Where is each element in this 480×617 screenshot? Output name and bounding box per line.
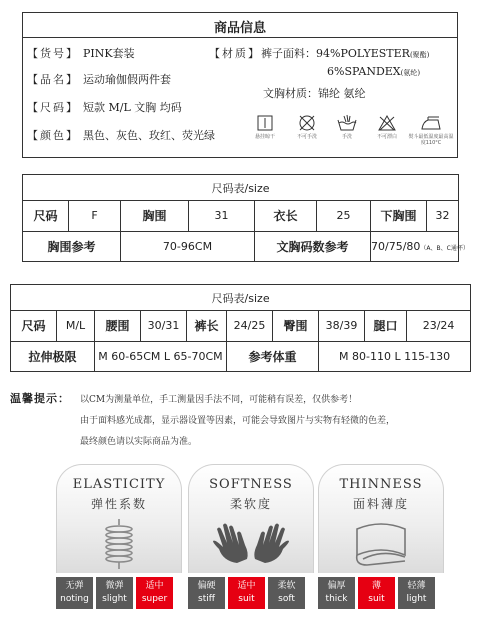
cell-header: 衣长: [255, 201, 317, 231]
card-title-cn: 柔软度: [229, 497, 272, 511]
size-table-bottom: [10, 284, 471, 372]
cell-header: 尺码: [23, 201, 69, 231]
care-item: [245, 114, 285, 140]
info-label: 【尺码】: [27, 101, 79, 114]
badge-cn: 偏硬: [197, 581, 216, 591]
cell-header: 下胸围: [371, 201, 427, 231]
badge-en: light: [406, 594, 427, 604]
badge-cn: 轻薄: [407, 581, 426, 591]
card-title-en: ELASTICITY: [72, 477, 166, 492]
no-bleach-icon: [377, 114, 397, 132]
bra-size-values: 70/75/80: [371, 239, 421, 253]
cell-header: 拉伸极限: [11, 341, 95, 371]
info-row-product-name: [27, 71, 171, 87]
care-label: 不可手洗: [296, 134, 317, 140]
badge-super-active: [136, 577, 173, 609]
info-label: 【货号】: [27, 47, 79, 60]
fabric-icon: [319, 515, 443, 571]
badge-soft: [268, 577, 305, 609]
cell-header: 臀围: [273, 311, 319, 341]
elasticity-card: [56, 464, 182, 573]
tip-line: 由于面料感光成都，显示器设置等因素，可能会导致图片与实物有轻微的色差，: [80, 416, 396, 426]
card-title-cn: 面料薄度: [352, 497, 409, 511]
iron-icon: [420, 114, 442, 132]
cell-header: 胸围参考: [23, 231, 121, 261]
material-pants: [261, 45, 429, 61]
cell-header: 裤长: [187, 311, 227, 341]
badge-cn: 无弹: [65, 581, 84, 591]
badge-thick: [318, 577, 355, 609]
badge-cn: 适中: [145, 581, 164, 591]
care-label: 不可漂白: [376, 134, 397, 140]
care-label: 手洗: [341, 134, 352, 140]
card-title-en: THINNESS: [339, 477, 423, 492]
cell-value: 38/39: [319, 311, 365, 341]
no-hand-dry-icon: [298, 114, 316, 132]
material-label: 【材质】: [209, 47, 261, 60]
material-spandex-text: 6%SPANDEX: [327, 65, 401, 78]
info-value: 黑色、灰色、玫红、荧光绿: [83, 129, 215, 142]
material-spandex: [327, 65, 420, 78]
cell-header: 胸围: [121, 201, 189, 231]
bra-cup-note: （A、B、C通杯）: [420, 244, 469, 252]
cell-value: F: [69, 201, 121, 231]
product-info-box: [22, 12, 458, 158]
badge-en: soft: [278, 594, 295, 604]
hands-icon: [189, 515, 313, 571]
material-spandex-note: (氨纶): [400, 69, 421, 77]
badge-en: stiff: [198, 594, 215, 604]
badge-en: suit: [238, 594, 255, 604]
badge-light: [398, 577, 435, 609]
badge-cn: 偏厚: [327, 581, 346, 591]
cell-header: 尺码: [11, 311, 57, 341]
care-item: [367, 114, 407, 140]
badge-cn: 微弹: [105, 581, 124, 591]
badge-en: thick: [325, 594, 348, 604]
badge-thin-active: [358, 577, 395, 609]
cell-header: 腰围: [95, 311, 141, 341]
care-label: 熨斗最低温度最高温度110°C: [408, 134, 454, 146]
cell-value: M/L: [57, 311, 95, 341]
badge-en: slight: [102, 594, 127, 604]
card-title-cn: 弹性系数: [90, 497, 147, 511]
material-pants-text: 裤子面料：94%POLYESTER: [261, 47, 410, 60]
info-label: 【颜色】: [27, 129, 79, 142]
table-caption: 尺码表/size: [11, 285, 471, 311]
info-value: 运动瑜伽假两件套: [83, 73, 171, 86]
size-table-top: [22, 174, 469, 262]
table-caption: 尺码表/size: [23, 175, 459, 201]
cell-value: 30/31: [141, 311, 187, 341]
badge-en: super: [141, 594, 168, 604]
material-bra: 文胸材质：锦纶 氨纶: [263, 87, 366, 100]
tip-line: 最终颜色请以实际商品为准。: [80, 437, 198, 447]
cell-header: 腿口: [365, 311, 407, 341]
badge-slight: [96, 577, 133, 609]
badge-en: suit: [368, 594, 385, 604]
info-value: PINK套装: [83, 47, 135, 60]
cell-value: 70-96CM: [121, 231, 255, 261]
material-pants-note: (聚酯): [409, 51, 430, 59]
info-row-item-no: [27, 45, 135, 61]
cell-header: 参考体重: [227, 341, 319, 371]
care-item: [327, 114, 367, 140]
cell-value: 24/25: [227, 311, 273, 341]
cell-value: 23/24: [407, 311, 471, 341]
hang-dry-icon: [256, 114, 274, 132]
care-label: 悬挂晾干: [254, 134, 275, 140]
cell-value: 32: [427, 201, 459, 231]
cell-value: 25: [317, 201, 371, 231]
product-info-title: 商品信息: [213, 21, 266, 36]
badge-cn: 适中: [237, 581, 256, 591]
badge-suit-active: [228, 577, 265, 609]
care-item: [287, 114, 327, 140]
cell-value: M 80-110 L 115-130: [319, 341, 471, 371]
info-row-color: [27, 127, 215, 143]
hand-wash-icon: [336, 114, 358, 132]
cell-value: M 60-65CM L 65-70CM: [95, 341, 227, 371]
softness-card: [188, 464, 314, 573]
divider: [23, 37, 457, 38]
badge-stiff: [188, 577, 225, 609]
card-title-en: SOFTNESS: [209, 477, 293, 492]
badge-noting: [56, 577, 93, 609]
cell-value: [371, 231, 469, 261]
tip-line: 以CM为测量单位，手工测量因手法不同，可能稍有误差，仅供参考！: [80, 395, 358, 405]
cell-header: 文胸码数参考: [255, 231, 371, 261]
badge-en: noting: [60, 594, 89, 604]
spring-icon: [57, 515, 181, 571]
care-item: [407, 114, 455, 146]
info-label: 【品名】: [27, 73, 79, 86]
info-value: 短款 M/L 文胸 均码: [83, 101, 182, 114]
tips-label: 温馨提示：: [10, 392, 70, 405]
badge-cn: 薄: [371, 581, 381, 591]
info-row-size: [27, 99, 182, 115]
thinness-card: [318, 464, 444, 573]
badge-cn: 柔软: [277, 581, 296, 591]
cell-value: 31: [189, 201, 255, 231]
